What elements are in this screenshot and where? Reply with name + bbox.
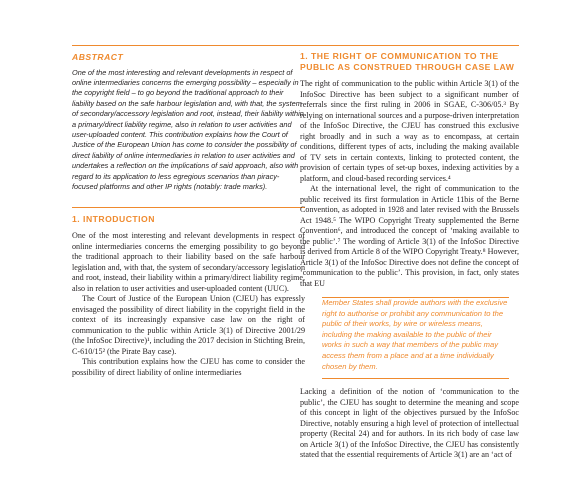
right-column	[300, 0, 519, 461]
abstract-text: One of the most interesting and relevant developments in respect of online intermediaries concerns the emerging possibility – especially in the copyright field – to go beyond the traditional approach to their liability based on the safe harbour legislation and, with that, the system of secondary/accessory legislation and root, instead, their liability within a primary/direct liability regime, also in relation to user activities and user-uploaded content. This contribution explains how the Court of Justice of the European Union has come to consider the possibility of direct liability of online intermediaries in relation to user activities and undertakes a reflection on the implications of said approach, also with regard to its application to less egregious scenarios than piracy-focused platforms and other IP rights (notably: trade marks).	[72, 67, 304, 192]
section1-paragraph-3: Lacking a definition of the notion of ‘communication to the public’, the CJEU has sought to determine the meaning and scope of this concept in light of the objectives pursued by the InfoSoc Directive, notably ensuring a high level of protection of intellectual property (Recital 24) and for authors. In its rich body of case law on Article 3(1) of the InfoSoc Directive, the CJEU has consistently stated that the essential requirements of Article 3(1) are an ‘act of	[300, 387, 519, 460]
section1-heading: 1. THE RIGHT OF COMMUNICATION TO THE PUBLIC AS CONSTRUED THROUGH CASE LAW	[300, 51, 515, 72]
introduction-paragraph-2: The Court of Justice of the European Union (CJEU) has expressly envisaged the possibility of direct liability in the copyright field in the context of its increasingly expansive case law on the right of communication to the public within Article 3(1) of Directive 2001/29 (the InfoSoc Directive)¹, including the 2017 decision in Stichting Brein, C-610/15² (the Pirate Bay case).	[72, 294, 305, 356]
introduction-paragraph-1: One of the most interesting and relevant developments in respect of online intermediaries concerns the emerging possibility to go beyond the traditional approach to their liability based on the safe harbour legislation and, with that, the system of secondary/accessory legislation and root, instead, their liability within a primary/direct liability regime, also in relation to user activities and user-uploaded content (UUC).	[72, 231, 305, 293]
introduction-top-rule	[72, 207, 305, 208]
section1-top-rule	[300, 45, 519, 46]
introduction-heading: 1. INTRODUCTION	[72, 213, 155, 224]
quote-bottom-rule	[322, 378, 509, 379]
abstract-top-rule	[72, 45, 305, 46]
left-column	[72, 0, 305, 378]
section1-body	[300, 79, 519, 289]
introduction-body	[72, 231, 305, 378]
section1-paragraph-2: At the international level, the right of communication to the public received its first formulation in Article 11bis of the Berne Convention, as adopted in 1928 and later revised with the Brussels Act 1948.⁵ The WIPO Copyright Treaty supplemented the Berne Convention⁶, and introduced the concept of ‘making available to the public’.⁷ The wording of Article 3(1) of the InfoSoc Directive is derived from Article 8 of the WIPO Copyright Treaty.⁸ However, Article 3(1) of the InfoSoc Directive does not define the concept of ‘communication to the public’. This provision, in fact, only states that EU	[300, 184, 519, 288]
block-quote	[300, 297, 519, 379]
introduction-paragraph-3: This contribution explains how the CJEU has come to consider the possibility of direct liability of online intermediaries	[72, 357, 305, 377]
section1-paragraph-1: The right of communication to the public within Article 3(1) of the InfoSoc Directive has been subject to a significant number of referrals since the first ruling in 2006 in SGAE, C-306/05.³ By relying on international sources and a purpose-driven interpretation of the InfoSoc Directive, the CJEU has construed this exclusive right broadly and in such a way as to encompass, at certain conditions, different types of acts, including the making available of TV sets in certain contexts, linking to protected content, the provision of certain types of set-up boxes, indexing activities by a platform, and cloud-based recording services.⁴	[300, 79, 519, 183]
abstract-heading: ABSTRACT	[72, 52, 124, 62]
block-quote-text: Member States shall provide authors with the exclusive right to authorise or prohibit any communication to the public of their works, by wire or wireless means, including the making available to the public of their works in such a way that members of the public may access them from a place and at a time individually chosen by them.	[322, 298, 508, 371]
